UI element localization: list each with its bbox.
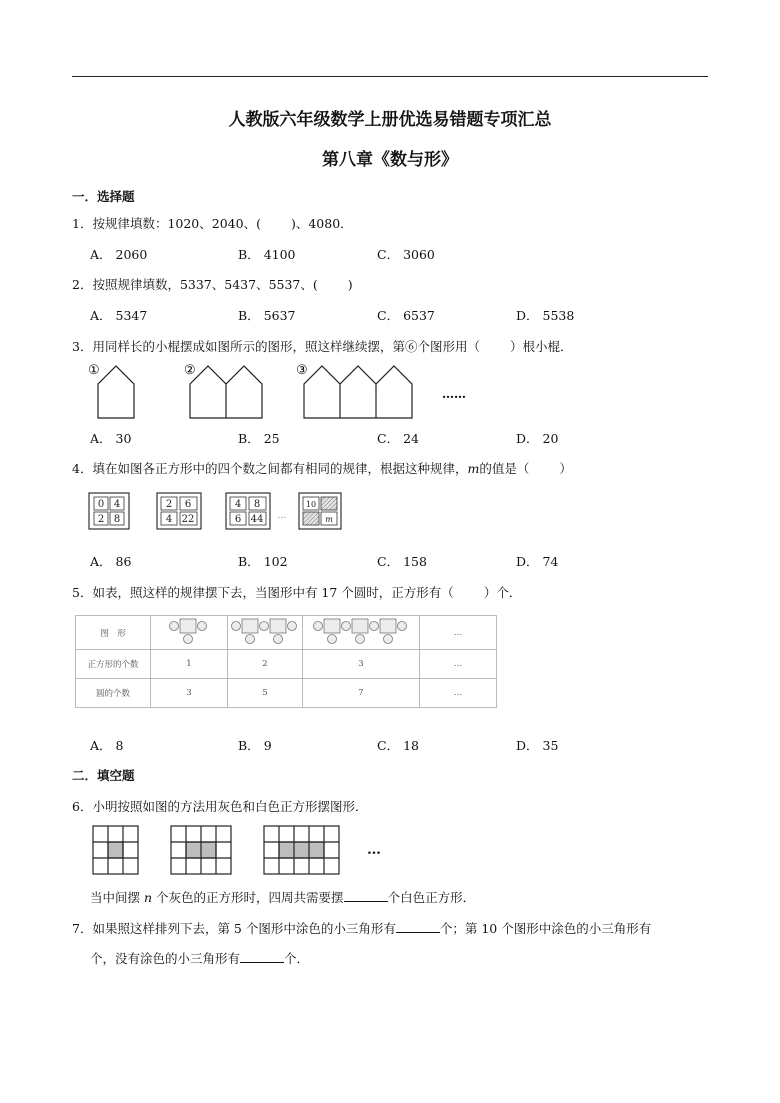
figure-label-3: ③ [296,363,308,378]
q5-option-a[interactable]: A． 8 [90,738,124,753]
squares-count-dots: … [420,650,497,679]
house-sticks-figure [86,358,486,422]
circles-count-dots: … [420,679,497,708]
q4-option-c[interactable]: C． 158 [377,554,427,569]
answer-blank[interactable] [396,920,440,933]
chapter-title: 第八章《数与形》 [322,150,458,170]
q2-option-b[interactable]: B． 5637 [238,308,296,323]
section-heading-fill-blank: 二．填空题 [72,768,135,783]
svg-text:2: 2 [97,514,105,525]
shape-cell-1 [151,616,228,650]
question-3-text-post: ）根小棍． [509,339,573,354]
square-circle-shape-3 [311,616,411,646]
question-7-line-2 [90,949,309,967]
house-figure-3 [304,366,412,418]
question-6-line2-post: 个白色正方形． [387,890,476,905]
svg-text:4: 4 [165,514,173,525]
q2-option-d[interactable]: D． 5538 [516,308,575,323]
question-5-text-pre: 5．如表，照这样的规律摆下去，当图形中有 17 个圆时，正方形有（ [72,585,454,600]
q4-option-b[interactable]: B． 102 [238,554,288,569]
question-7-text-pre: 7．如果照这样排列下去，第 5 个图形中涂色的小三角形有 [72,921,396,936]
shape-cell-dots: … [420,616,497,650]
question-4-text-end: ） [559,461,572,476]
square-circle-shape-1 [167,616,211,646]
question-2 [72,275,353,293]
svg-text:0: 0 [97,499,105,510]
number-grids-figure [86,490,356,534]
question-3 [72,337,572,355]
svg-text:8: 8 [253,499,261,510]
question-4-text-pre: 4．填在如图各正方形中的四个数之间都有相同的规律，根据这种规律， [72,461,468,476]
variable-n: n [144,890,153,905]
q3-option-d[interactable]: D． 20 [516,431,559,446]
svg-text:22: 22 [181,514,195,525]
shape-cell-2 [228,616,303,650]
q5-option-d[interactable]: D． 35 [516,738,559,753]
q2-option-a[interactable]: A． 5347 [90,308,148,323]
q3-option-a[interactable]: A． 30 [90,431,132,446]
number-grid-1 [89,493,129,529]
q4-option-a[interactable]: A． 86 [90,554,132,569]
q1-option-c[interactable]: C． 3060 [377,247,435,262]
q3-option-c[interactable]: C． 24 [377,431,419,446]
svg-text:8: 8 [113,514,121,525]
tile-figure-3 [264,826,339,874]
q1-option-b[interactable]: B． 4100 [238,247,296,262]
svg-text:2: 2 [165,499,173,510]
number-grid-4 [299,493,341,529]
number-grid-2 [157,493,201,529]
gray-white-squares-figure [90,823,390,877]
document-title: 人教版六年级数学上册优选易错题专项汇总 [228,110,552,130]
circles-count-2: 5 [228,679,303,708]
question-6-line2-pre: 当中间摆 [90,890,141,905]
number-grid-3 [226,493,270,529]
squares-count-2: 2 [228,650,303,679]
figure-ellipsis: …… [442,387,466,401]
svg-text:6: 6 [234,514,242,525]
figure-label-2: ② [184,363,196,378]
pattern-table [75,615,497,708]
question-4 [72,459,572,477]
answer-blank[interactable] [344,889,388,902]
question-1-text-pre: 1．按规律填数：1020、2040、( [72,216,261,231]
header-rule [72,76,708,77]
question-7-line2-post: 个． [284,951,310,966]
house-figure-2 [190,366,262,418]
square-circle-shape-2 [230,616,300,646]
answer-blank[interactable] [240,950,284,963]
svg-text:4: 4 [234,499,242,510]
question-7 [72,919,651,937]
figure-label-1: ① [88,363,100,378]
variable-m: m [467,461,480,476]
question-6-line-2 [90,888,475,906]
grid-dots: … [277,511,287,521]
question-5 [72,583,521,601]
question-2-text-post: ) [347,277,353,292]
svg-text:6: 6 [184,499,192,510]
question-4-text-post: 的值是（ [479,461,530,476]
shape-cell-3 [303,616,420,650]
question-6: 6．小明按照如图的方法用灰色和白色正方形摆图形． [72,799,368,814]
question-1 [72,214,353,232]
question-6-line2-mid: 个灰色的正方形时，四周共需要摆 [156,890,344,905]
circles-count-3: 7 [303,679,420,708]
q3-option-b[interactable]: B． 25 [238,431,280,446]
question-3-text-pre: 3．用同样长的小棍摆成如图所示的图形，照这样继续摆，第⑥个图形用（ [72,339,480,354]
q5-option-b[interactable]: B． 9 [238,738,272,753]
row-header-squares: 正方形的个数 [76,650,151,679]
svg-text:10: 10 [305,500,317,509]
circles-count-1: 3 [151,679,228,708]
house-figure-1 [98,366,134,418]
row-header-circles: 圆的个数 [76,679,151,708]
q5-option-c[interactable]: C． 18 [377,738,419,753]
squares-count-1: 1 [151,650,228,679]
q4-option-d[interactable]: D． 74 [516,554,559,569]
svg-text:44: 44 [250,514,264,525]
q2-option-c[interactable]: C． 6537 [377,308,435,323]
tile-figure-1 [93,826,138,874]
section-heading-choice: 一．选择题 [72,189,135,204]
tile-figure-2 [171,826,231,874]
question-7-text-mid: 个；第 10 个图形中涂色的小三角形有 [439,921,652,936]
q1-option-a[interactable]: A． 2060 [90,247,148,262]
squares-count-3: 3 [303,650,420,679]
tile-figure-dots: … [367,842,381,858]
question-1-text-post: )、4080． [290,216,353,231]
svg-text:m: m [325,515,333,524]
row-header-shape: 图 形 [76,616,151,650]
svg-text:4: 4 [113,499,121,510]
question-2-text-pre: 2．按照规律填数，5337、5437、5537、( [72,277,318,292]
question-5-text-post: ）个． [483,585,522,600]
question-7-line2-pre: 个，没有涂色的小三角形有 [90,951,241,966]
